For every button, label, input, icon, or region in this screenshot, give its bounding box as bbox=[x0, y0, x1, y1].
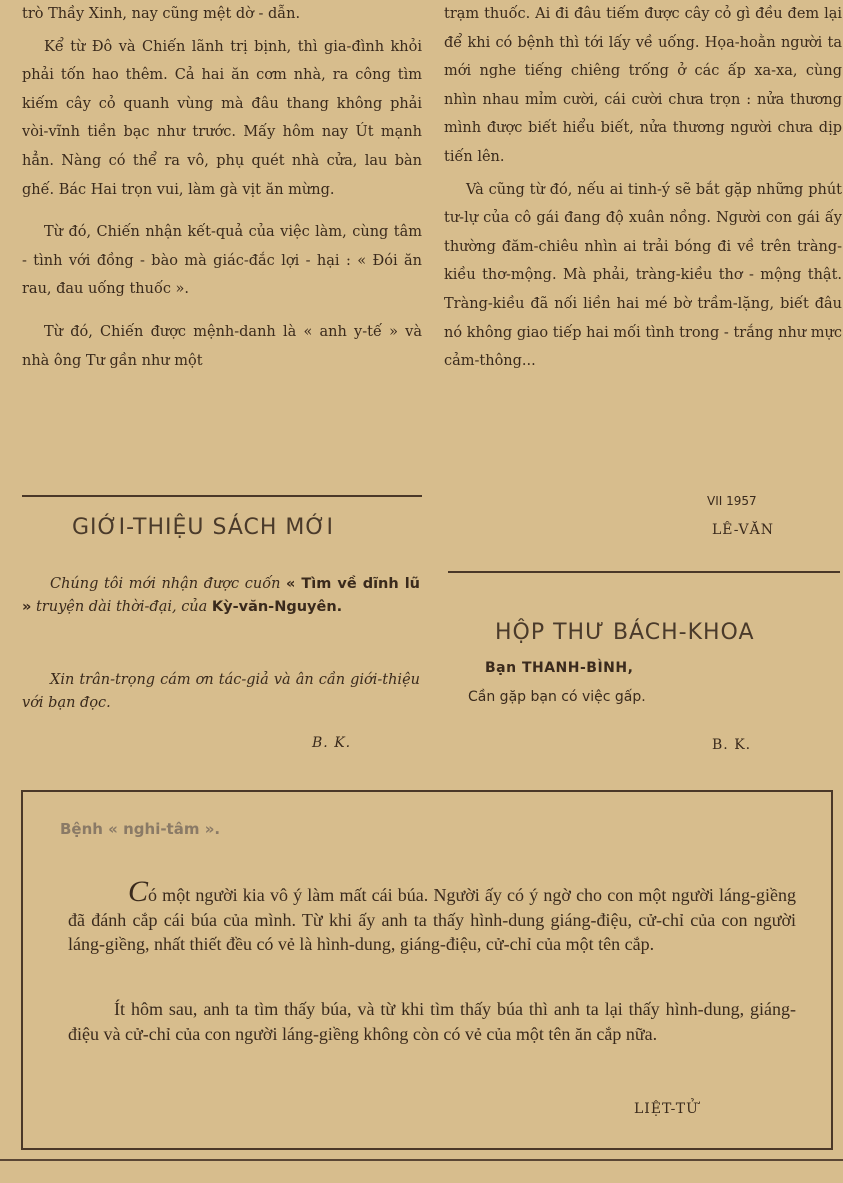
left-paragraph-2: Kể từ Đô và Chiến lãnh trị bịnh, thì gia-đình khỏi phải tốn hao thêm. Cả hai ăn cơm nhà, ra công tìm kiếm cây cỏ quanh vùng mà đâu thang không phải vòi-vĩnh tiền bạc như trước. Mấy hôm nay Út mạnh hẳn. Nàng có thể ra vô, phụ quét nhà cửa, lau bàn ghế. Bác Hai trọn vui, làm gà vịt ăn mừng. bbox=[22, 38, 422, 198]
right-paragraph-1: trạm thuốc. Ai đi đâu tiếm được cây cỏ gì đều đem lại để khi có bệnh thì tới lấy về uống. Họa-hoằn người ta mới nghe tiếng chiêng trống ở các ấp xa-xa, cùng nhìn nhau mỉm cười, cái cười chưa trọn : nửa thương mình được biết hiểu biết, nửa thương người chưa dịp tiến lên. bbox=[444, 6, 842, 165]
left-paragraph-1: trò Thầy Xinh, nay cũng mệt dờ - dẫn. bbox=[22, 6, 301, 22]
book-author: Kỳ-văn-Nguyên. bbox=[211, 599, 343, 615]
left-section-divider bbox=[22, 495, 422, 497]
book-section-signature: B. K. bbox=[312, 735, 352, 751]
story-signature: LIỆT-TỬ bbox=[634, 1101, 699, 1117]
left-column bbox=[22, 0, 422, 375]
right-section-divider bbox=[448, 571, 840, 573]
book-intro-text: Chúng tôi mới nhận được cuốn bbox=[50, 576, 281, 592]
book-section-paragraph-1 bbox=[22, 573, 420, 619]
page-bottom-rule bbox=[0, 1159, 843, 1161]
mailbox-message: Cần gặp bạn có việc gấp. bbox=[468, 689, 646, 705]
book-section-title: GIỚI-THIỆU SÁCH MỚI bbox=[72, 515, 334, 540]
story-title: Bệnh « nghi-tâm ». bbox=[60, 820, 221, 838]
story-paragraph-1-text: ó một người kia vô ý làm mất cái búa. Người ấy có ý ngờ cho con một người láng-giềng đã đánh cắp cái búa của mình. Từ khi ấy anh ta thấy hình-dung giáng-điệu, cử-chỉ của con người láng-giềng, nhất thiết đều có vẻ là hình-dung, giáng-điệu, cử-chỉ của một tên cắp. bbox=[68, 885, 796, 954]
story-paragraph-1 bbox=[68, 875, 796, 957]
book-section-paragraph-2: Xin trân-trọng cám ơn tác-giả và ân cần giới-thiệu với bạn đọc. bbox=[22, 672, 420, 711]
book-description: truyện dài thời-đại, của bbox=[35, 599, 208, 615]
left-paragraph-4: Từ đó, Chiến được mệnh-danh là « anh y-tế » và nhà ông Tư gần như một bbox=[22, 323, 422, 369]
article-date: VII 1957 bbox=[707, 494, 757, 508]
story-dropcap: C bbox=[128, 875, 149, 908]
right-column bbox=[444, 0, 842, 376]
left-paragraph-3: Từ đó, Chiến nhận kết-quả của việc làm, cùng tâm - tình với đồng - bào mà giác-đắc lợi - hại : « Đói ăn rau, đau uống thuốc ». bbox=[22, 224, 422, 298]
book-title: « Tìm về dĩnh lũ » bbox=[22, 576, 421, 615]
story-box bbox=[21, 790, 833, 1150]
mailbox-recipient: Bạn THANH-BÌNH, bbox=[485, 660, 634, 676]
story-paragraph-2: Ít hôm sau, anh ta tìm thấy búa, và từ khi tìm thấy búa thì anh ta lại thấy hình-dung, giáng-điệu và cử-chỉ của con người láng-giềng không còn có vẻ của một tên ăn cắp nữa. bbox=[68, 999, 796, 1044]
right-paragraph-2: Và cũng từ đó, nếu ai tinh-ý sẽ bắt gặp những phút tư-lự của cô gái đang độ xuân nồng. Người con gái ấy thường đăm-chiêu nhìn ai trải bóng đi về trên tràng-kiều thơ-mộng. Mà phải, tràng-kiều thơ - mộng thật. Tràng-kiều đã nối liền hai mé bờ trầm-lặng, biết đâu nó không giao tiếp hai mối tình trong - trắng như mực cảm-thông... bbox=[444, 181, 842, 370]
mailbox-title: HỘP THƯ BÁCH-KHOA bbox=[495, 620, 755, 645]
article-author: LÊ-VĂN bbox=[712, 522, 774, 538]
mailbox-signature: B. K. bbox=[712, 737, 752, 753]
